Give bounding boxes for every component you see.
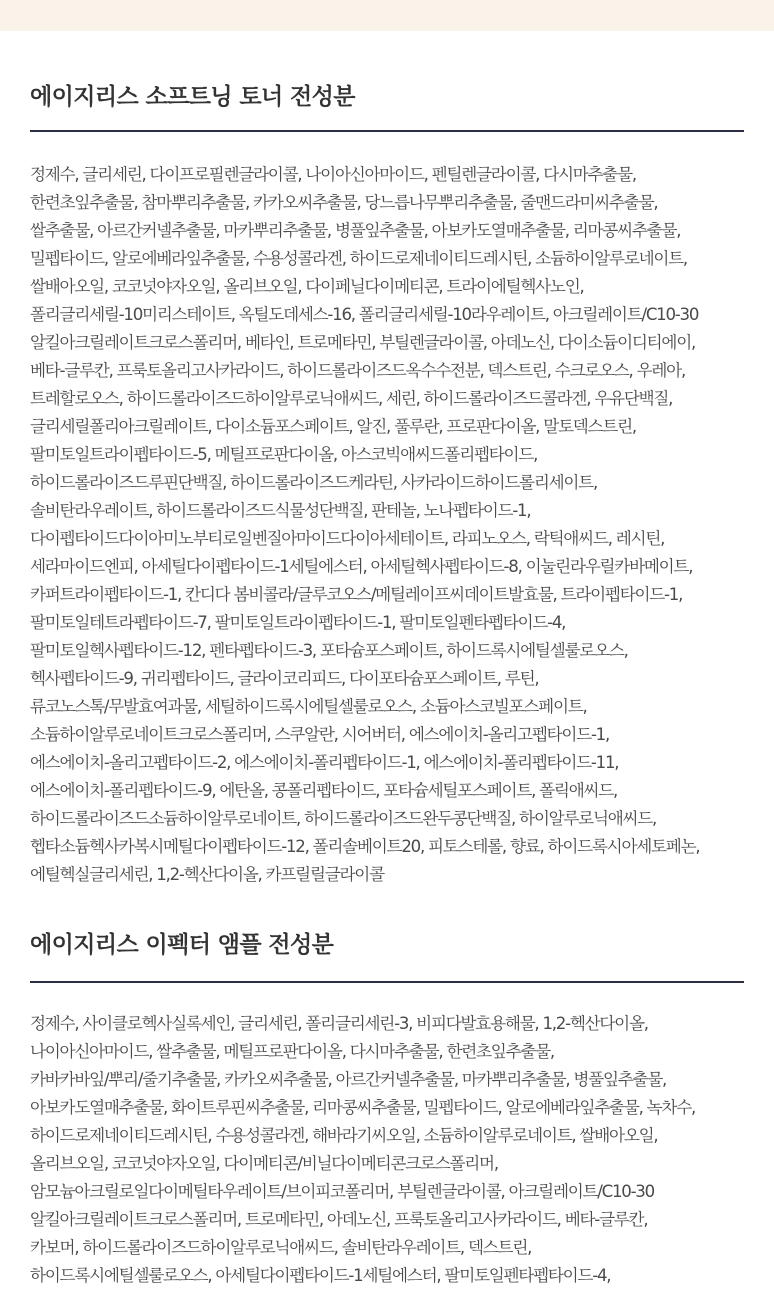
ampoule-ingredients-section — [0, 889, 774, 1290]
title-divider — [30, 130, 744, 132]
ingredient-list: 정제수, 사이클로헥사실록세인, 글리세린, 폴리글리세린-3, 비피다발효용해물, 1,2-헥산다이올, 나이아신아마이드, 쌀추출물, 메틸프로판다이올, 다시마추출물, 한련초잎추출물, 카바카바잎/뿌리/줄기추출물, 카카오씨추출물, 아르간커넬추출물, 마카뿌리추출물, 병풀잎추출물, 아보카도열매추출물, 화이트루핀씨추출물, 리마콩씨추출물, 밀펩타이드, 알로에베라잎추출물, 녹차수, 하이드로제네이티드레시틴, 수용성콜라겐, 해바라기씨오일, 소듐하이알루로네이트, 쌀배아오일, 올리브오일, 코코넛야자오일, 다이메티콘/비닐다이메티콘크로스폴리머, 암모늄아크릴로일다이메틸타우레이트/브이피코폴리머, 부틸렌글라이콜, 아크릴레이트/C10-30 알킬아크릴레이트크로스폴리머, 트로메타민, 아데노신, 프룩토올리고사카라이드, 베타-글루칸, 카보머, 하이드롤라이즈드하이알루로닉애씨드, 솔비탄라우레이트, 덱스트린, 하이드록시에틸셀룰로오스, 아세틸다이펩타이드-1세틸에스터, 팔미토일펜타펩타이드-4, — [30, 1014, 696, 1285]
toner-ingredients-section — [0, 31, 774, 889]
section-title: 에이지리스 이펙터 앰플 전성분 — [30, 932, 334, 958]
title-divider — [30, 981, 744, 983]
top-banner-band — [0, 0, 774, 31]
section-title: 에이지리스 소프트닝 토너 전성분 — [30, 84, 355, 110]
ingredient-list: 정제수, 글리세린, 다이프로필렌글라이콜, 나이아신아마이드, 펜틸렌글라이콜, 다시마추출물, 한련초잎추출물, 참마뿌리추출물, 카카오씨추출물, 당느릅나무뿌리추출물, 줄맨드라미씨추출물, 쌀추출물, 아르간커넬추출물, 마카뿌리추출물, 병풀잎추출물, 아보카도열매추출물, 리마콩씨추출물, 밀펩타이드, 알로에베라잎추출물, 수용성콜라겐, 하이드로제네이티드레시틴, 소듐하이알루로네이트, 쌀배아오일, 코코넛야자오일, 올리브오일, 다이페닐다이메티콘, 트라이에틸헥사노인, 폴리글리세릴-10미리스테이트, 옥틸도데세스-16, 폴리글리세릴-10라우레이트, 아크릴레이트/C10-30 알킬아크릴레이트크로스폴리머, 베타인, 트로메타민, 부틸렌글라이콜, 아데노신, 다이소듐이디티에이, 베타-글루칸, 프룩토올리고사카라이드, 하이드롤라이즈드옥수수전분, 덱스트린, 수크로오스, 우레아, 트레할로오스, 하이드롤라이즈드하이알루로닉애씨드, 세린, 하이드롤라이즈드콜라겐, 우유단백질, 글리세릴폴리아크릴레이트, 다이소듐포스페이트, 알진, 풀루란, 프로판다이올, 말토덱스트린, 팔미토일트라이펩타이드-5, 메틸프로판다이올, 아스코빅애씨드폴리펩타이드, 하이드롤라이즈드루핀단백질, 하이드롤라이즈드케라틴, 사카라이드하이드롤리세이트, 솔비탄라우레이트, 하이드롤라이즈드식물성단백질, 판테놀, 노나펩타이드-1, 다이펩타이드다이아미노부티로일벤질아마이드다이아세테이트, 라피노오스, 락틱애씨드, 레시틴, 세라마이드엔피, 아세틸다이펩타이드-1세틸에스터, 아세틸헥사펩타이드-8, 이눌린라우릴카바메이트, 카퍼트라이펩타이드-1, 칸디다 봄비콜라/글루코오스/메틸레이프씨데이트발효물, 트라이펩타이드-1, 팔미토일테트라펩타이드-7, 팔미토일트라이펩타이드-1, 팔미토일펜타펩타이드-4, 팔미토일헥사펩타이드-12, 펜타펩타이드-3, 포타슘포스페이트, 하이드록시에틸셀룰로오스, 헥사펩타이드-9, 귀리펩타이드, 글라이코리피드, 다이포타슘포스페이트, 루틴, 류코노스톡/무발효여과물, 세틸하이드록시에틸셀룰로오스, 소듐아스코빌포스페이트, 소듐하이알루로네이트크로스폴리머, 스쿠알란, 시어버터, 에스에이치-올리고펩타이드-1, 에스에이치-올리고펩타이드-2, 에스에이치-폴리펩타이드-1, 에스에이치-폴리펩타이드-11, 에스에이치-폴리펩타이드-9, 에탄올, 콩폴리펩타이드, 포타슘세틸포스페이트, 폴릭애씨드, 하이드롤라이즈드소듐하이알루로네이트, 하이드롤라이즈드완두콩단백질, 하이알루로닉애씨드, 헵타소듐헥사카복시메틸다이펩타이드-12, 폴리솔베이트20, 피토스테롤, 향료, 하이드록시아세토페논, 에틸헥실글리세린, 1,2-헥산다이올, 카프릴릴글라이콜 — [30, 165, 700, 884]
